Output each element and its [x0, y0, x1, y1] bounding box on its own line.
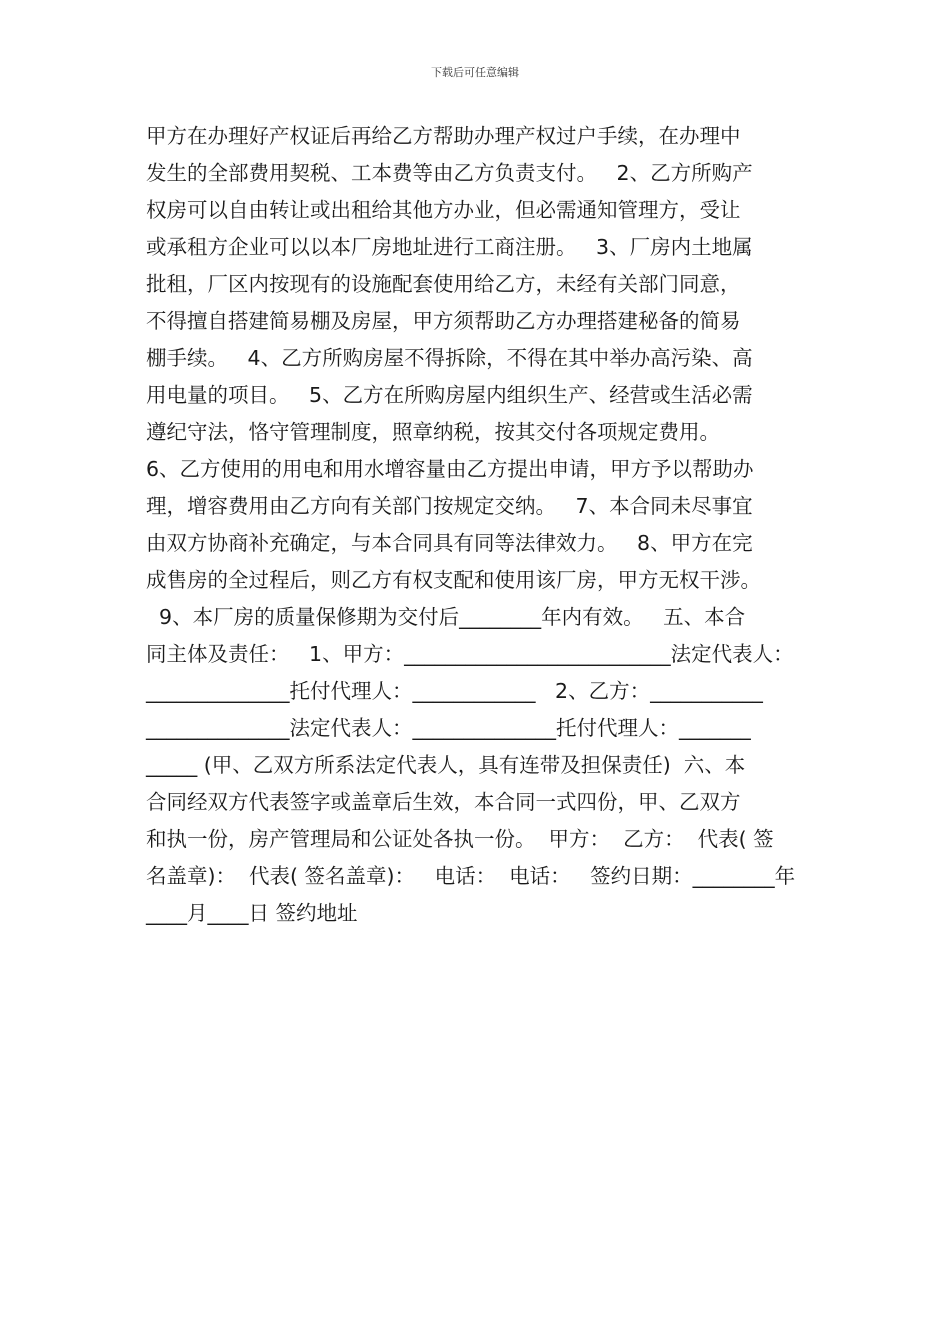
text-line: 6、乙方使用的用电和用水增容量由乙方提出申请，甲方予以帮助办 [146, 457, 754, 481]
text-line: 或承租方企业可以以本厂房地址进行工商注册。 3、厂房内土地属 [146, 235, 753, 259]
text-line: 棚手续。 4、乙方所购房屋不得拆除，不得在其中举办高污染、高 [146, 346, 753, 370]
text-line: 由双方协商补充确定，与本合同具有同等法律效力。 8、甲方在完 [146, 531, 753, 555]
text-line: _____ (甲、乙双方所系法定代表人，具有连带及担保责任) 六、本 [146, 753, 746, 777]
text-line: 遵纪守法，恪守管理制度，照章纳税，按其交付各项规定费用。 [146, 420, 720, 444]
text-line: 甲方在办理好产权证后再给乙方帮助办理产权过户手续，在办理中 [146, 124, 741, 148]
text-line: 和执一份，房产管理局和公证处各执一份。 甲方： 乙方： 代表( 签 [146, 827, 774, 851]
text-line: 不得擅自搭建简易棚及房屋，甲方须帮助乙方办理搭建秘备的简易 [146, 309, 741, 333]
text-line: ______________法定代表人：______________托付代理人：_______ [146, 716, 751, 740]
text-line: 用电量的项目。 5、乙方在所购房屋内组织生产、经营或生活必需 [146, 383, 753, 407]
text-line: 理，增容费用由乙方向有关部门按规定交纳。 7、本合同未尽事宜 [146, 494, 753, 518]
text-line: 成售房的全过程后，则乙方有权支配和使用该厂房，甲方无权干涉。 [146, 568, 761, 592]
text-line: 同主体及责任： 1、甲方：__________________________法定代表人： [146, 642, 794, 666]
text-line: 合同经双方代表签字或盖章后生效，本合同一式四份，甲、乙双方 [146, 790, 741, 814]
text-line: 名盖章)： 代表( 签名盖章)： 电话： 电话： 签约日期：________年 [146, 864, 796, 888]
text-line: ______________托付代理人：____________ 2、乙方：___________ [146, 679, 763, 703]
text-line: ____月____日 签约地址 [146, 901, 358, 925]
page-header: 下载后可任意编辑 [431, 66, 519, 79]
text-line: 批租，厂区内按现有的设施配套使用给乙方，未经有关部门同意， [146, 272, 741, 296]
text-line: 发生的全部费用契税、工本费等由乙方负责支付。 2、乙方所购产 [146, 161, 753, 185]
text-line: 9、本厂房的质量保修期为交付后________年内有效。 五、本合 [146, 605, 746, 629]
text-line: 权房可以自由转让或出租给其他方办业，但必需通知管理方，受让 [146, 198, 741, 222]
